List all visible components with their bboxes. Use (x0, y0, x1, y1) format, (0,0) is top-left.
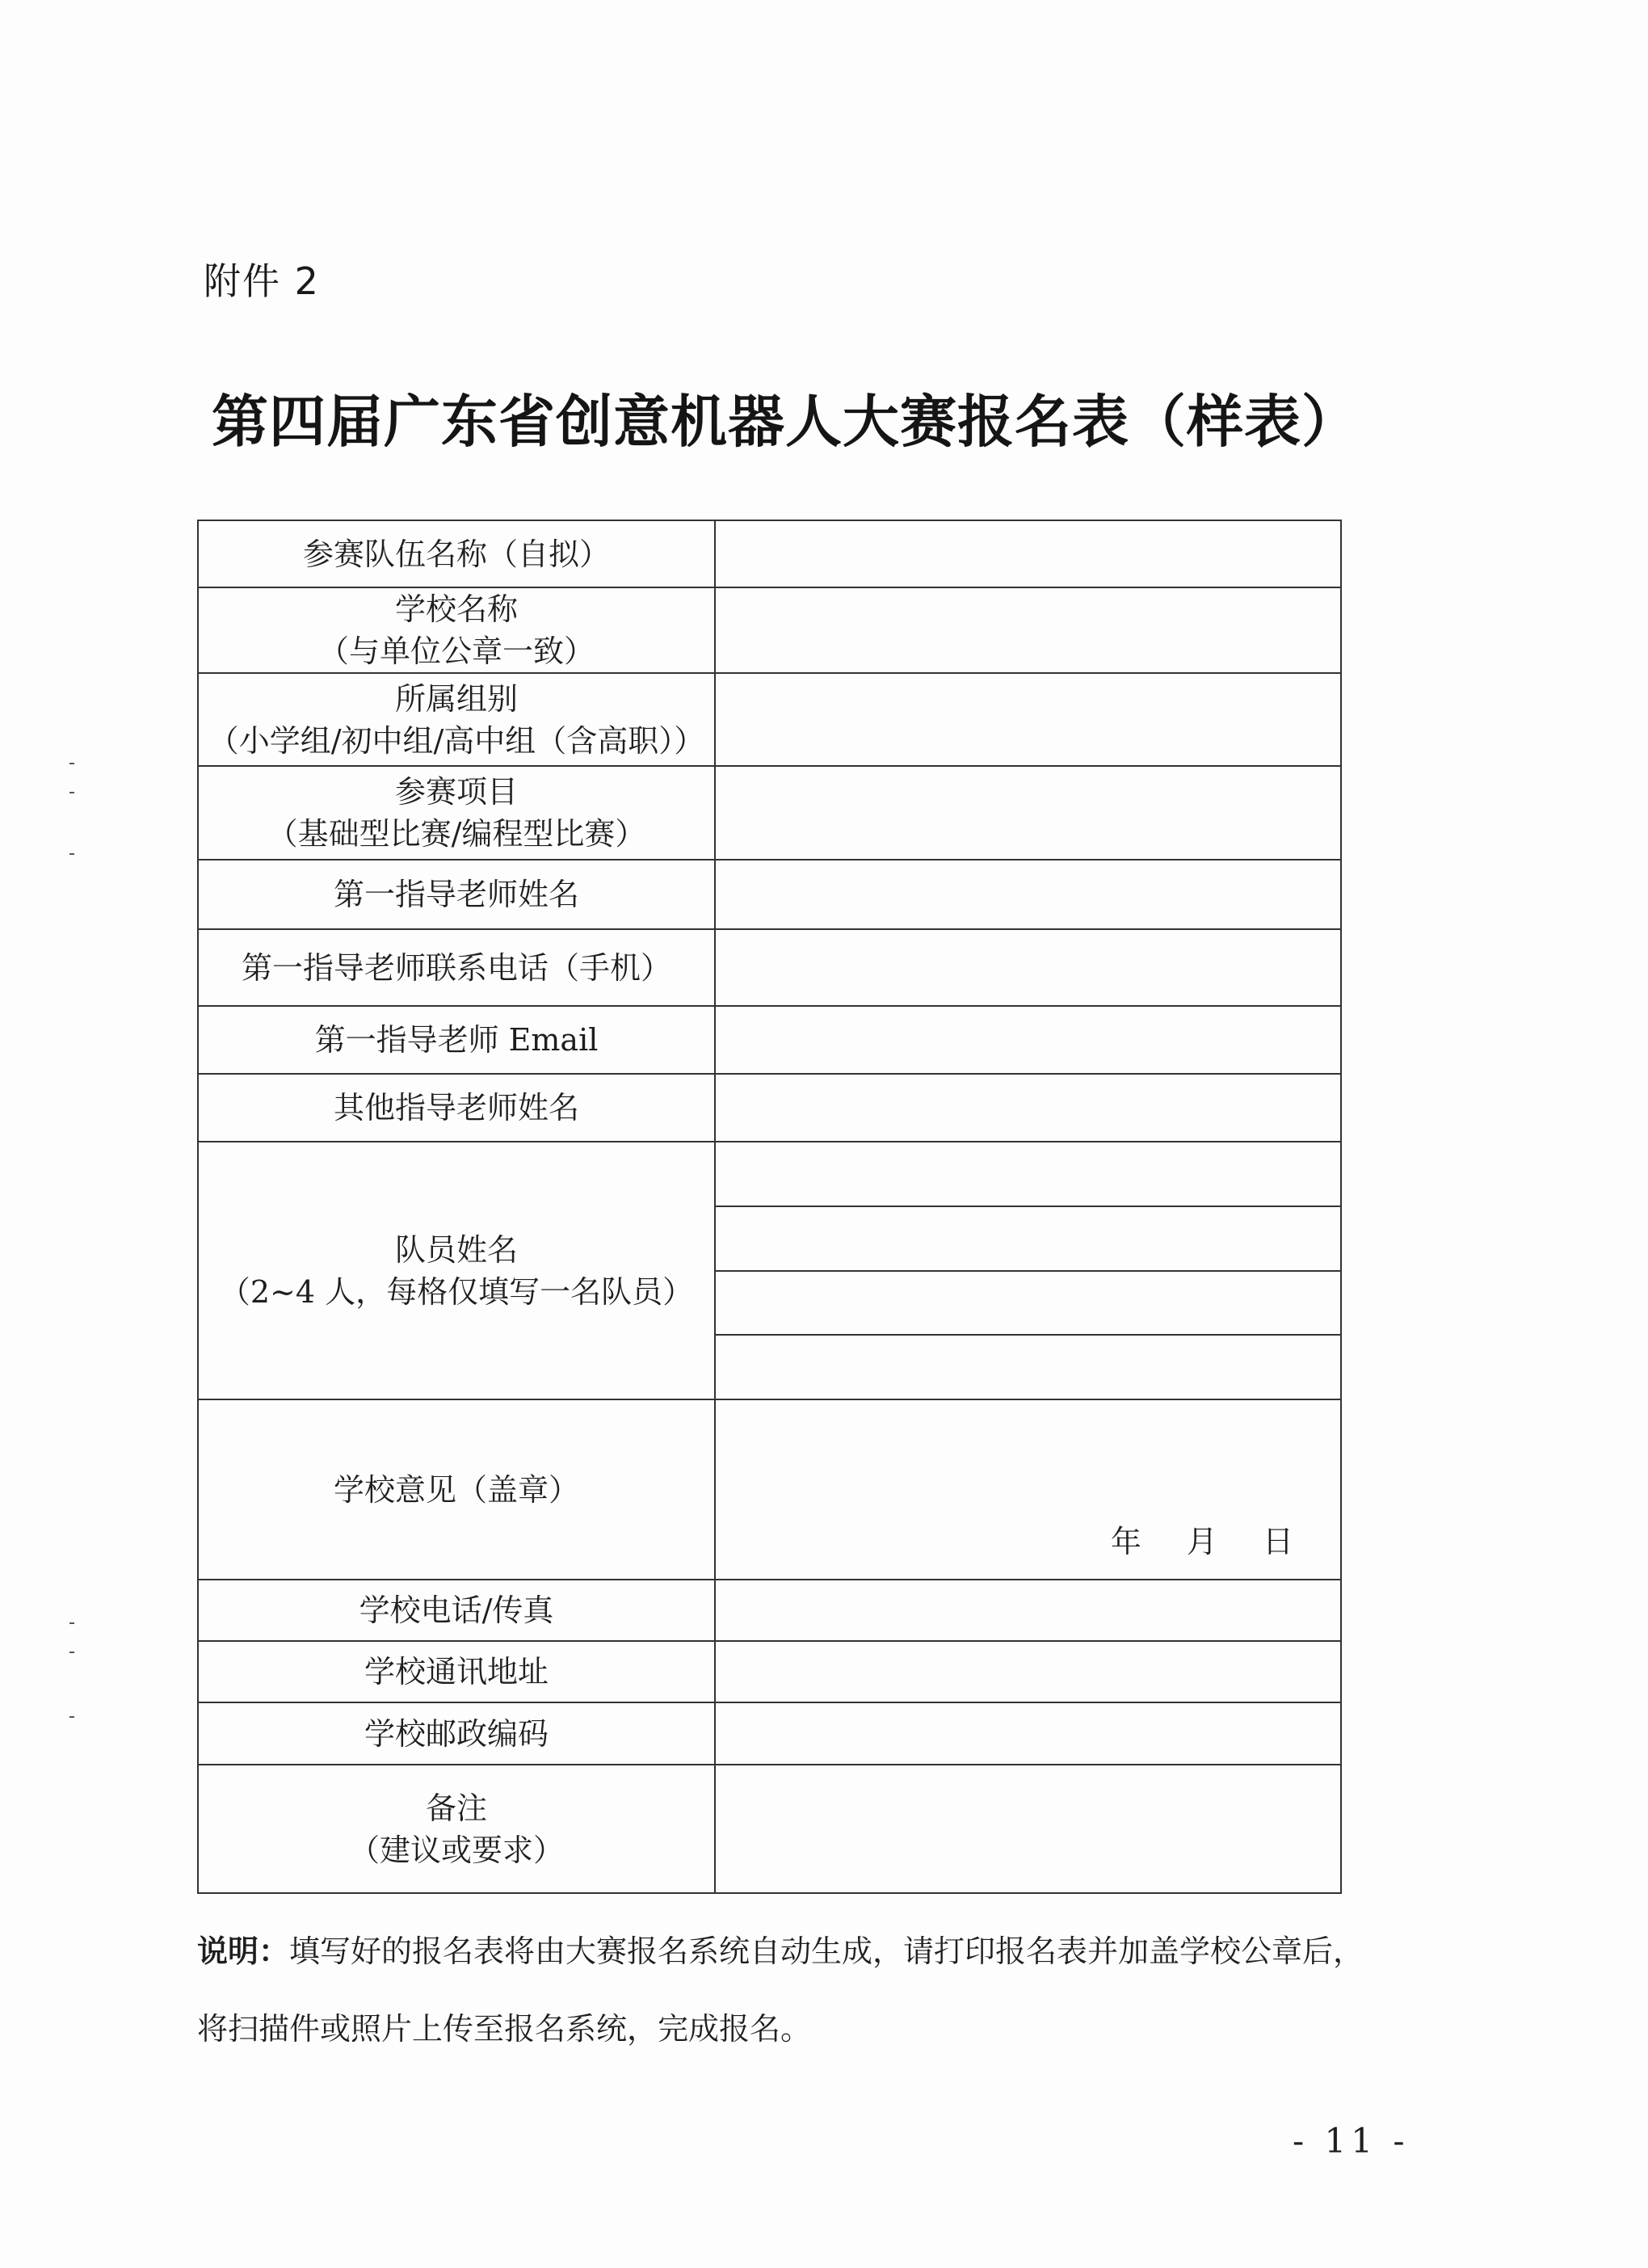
form-title: 第四届广东省创意机器人大赛报名表（样表） (212, 389, 1359, 455)
field-group[interactable] (715, 673, 1341, 766)
field-member-2[interactable] (715, 1206, 1341, 1271)
registration-form-table (197, 520, 1342, 1894)
label-remarks-line2: （建议或要求） (348, 1832, 564, 1868)
row-school-address (198, 1641, 1341, 1702)
field-teacher1-email[interactable] (715, 1006, 1341, 1074)
field-project[interactable] (715, 766, 1341, 860)
label-school-name (198, 587, 715, 673)
field-school-opinion[interactable] (715, 1399, 1341, 1580)
note-prefix: 说明： (197, 1933, 290, 1969)
label-group (198, 673, 715, 766)
label-school-name-line2: （与单位公章一致） (317, 633, 595, 669)
label-remarks-line1: 备注 (425, 1790, 487, 1826)
scan-mark (69, 1652, 74, 1653)
row-group (198, 673, 1341, 766)
label-members (198, 1142, 715, 1399)
row-school-name (198, 587, 1341, 673)
label-project (198, 766, 715, 860)
label-teacher1-phone: 第一指导老师联系电话（手机） (198, 929, 715, 1006)
page-number: - 11 - (1293, 2121, 1410, 2161)
label-other-teachers: 其他指导老师姓名 (198, 1074, 715, 1142)
scan-mark (69, 853, 74, 855)
label-school-postcode: 学校邮政编码 (198, 1702, 715, 1765)
field-member-1[interactable] (715, 1142, 1341, 1206)
note-line-2: 将扫描件或照片上传至报名系统，完成报名。 (197, 2011, 812, 2047)
field-member-4[interactable] (715, 1335, 1341, 1399)
row-school-postcode (198, 1702, 1341, 1765)
field-team-name[interactable] (715, 520, 1341, 587)
label-school-address: 学校通讯地址 (198, 1641, 715, 1702)
note-line-1 (197, 1926, 1364, 1971)
scan-mark (69, 1716, 74, 1718)
row-project (198, 766, 1341, 860)
label-members-line2: （2~4 人，每格仅填写一名队员） (219, 1273, 694, 1310)
row-teacher1-phone (198, 929, 1341, 1006)
label-project-line1: 参赛项目 (394, 774, 518, 810)
label-teacher1-name: 第一指导老师姓名 (198, 860, 715, 929)
field-remarks[interactable] (715, 1765, 1341, 1893)
field-other-teachers[interactable] (715, 1074, 1341, 1142)
label-group-line2: （小学组/初中组/高中组（含高职）） (208, 722, 705, 759)
field-teacher1-phone[interactable] (715, 929, 1341, 1006)
label-remarks (198, 1765, 715, 1893)
label-members-line1: 队员姓名 (394, 1231, 518, 1268)
row-teacher1-email (198, 1006, 1341, 1074)
row-school-phone-fax (198, 1580, 1341, 1641)
field-school-phone-fax[interactable] (715, 1580, 1341, 1641)
date-label: 年 月 日 (1110, 1524, 1293, 1559)
field-member-3[interactable] (715, 1271, 1341, 1335)
label-project-line2: （基础型比赛/编程型比赛） (267, 816, 646, 852)
row-member-1 (198, 1142, 1341, 1206)
note-text-1: 填写好的报名表将由大赛报名系统自动生成，请打印报名表并加盖学校公章后， (289, 1933, 1364, 1969)
label-school-phone-fax: 学校电话/传真 (198, 1580, 715, 1641)
row-team-name (198, 520, 1341, 587)
row-teacher1-name (198, 860, 1341, 929)
field-school-postcode[interactable] (715, 1702, 1341, 1765)
scan-mark (69, 763, 74, 764)
row-school-opinion (198, 1399, 1341, 1580)
label-team-name: 参赛队伍名称（自拟） (198, 520, 715, 587)
scan-mark (69, 792, 74, 793)
label-teacher1-email: 第一指导老师 Email (198, 1006, 715, 1074)
scan-mark (69, 1622, 74, 1624)
field-school-name[interactable] (715, 587, 1341, 673)
label-group-line1: 所属组别 (394, 680, 518, 717)
label-school-opinion: 学校意见（盖章） (198, 1399, 715, 1580)
row-other-teachers (198, 1074, 1341, 1142)
row-remarks (198, 1765, 1341, 1893)
field-teacher1-name[interactable] (715, 860, 1341, 929)
field-school-address[interactable] (715, 1641, 1341, 1702)
attachment-label: 附件 2 (204, 259, 320, 303)
label-school-name-line1: 学校名称 (394, 591, 518, 627)
